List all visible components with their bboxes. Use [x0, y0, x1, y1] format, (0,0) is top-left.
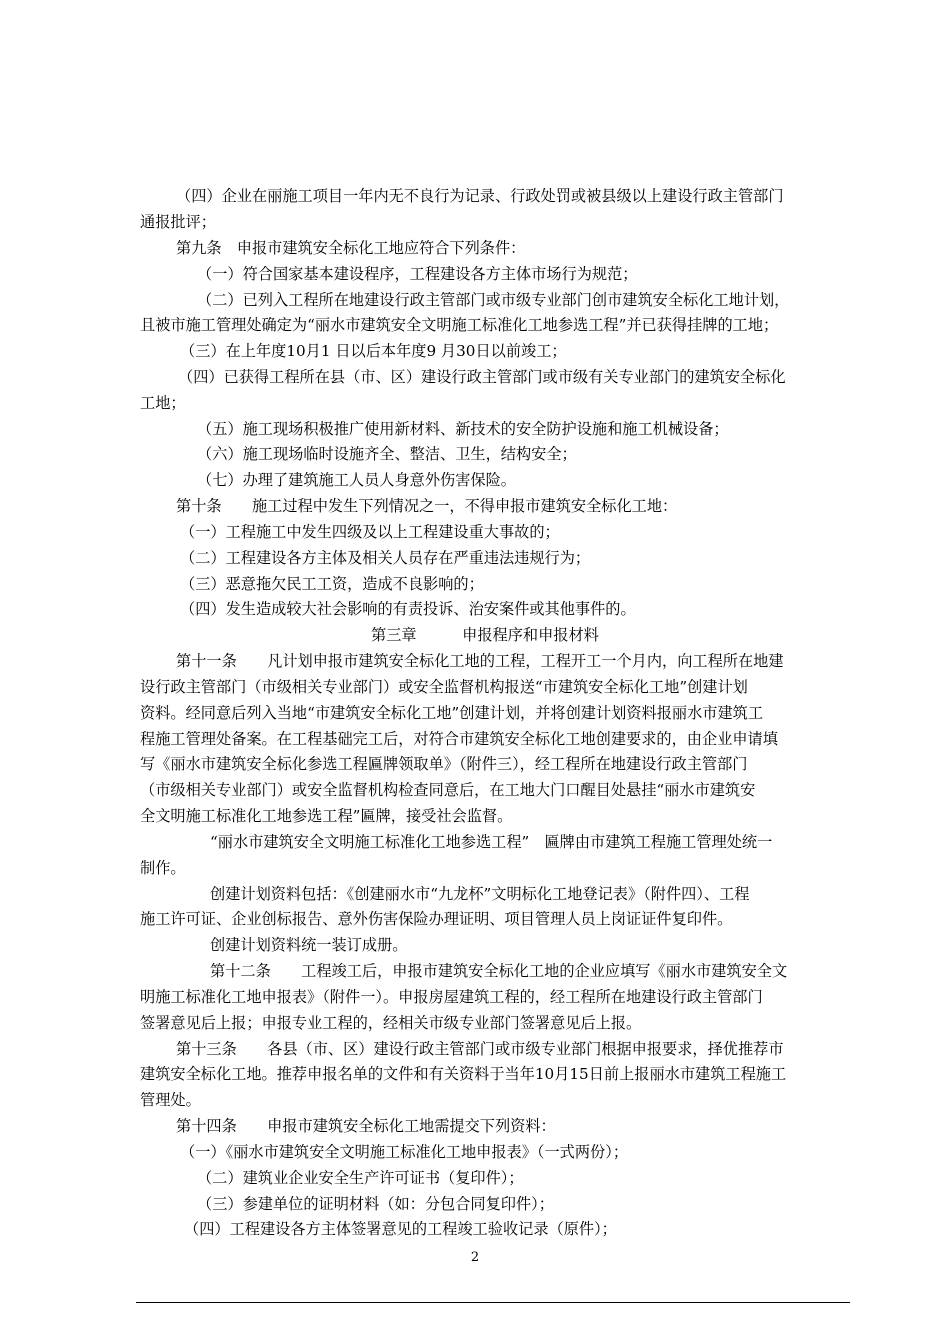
text-line: 管理处。	[140, 1091, 201, 1109]
text-line: （一）工程施工中发生四级及以上工程建设重大事故的；	[180, 523, 560, 541]
text-line: 创建计划资料统一装订成册。	[210, 936, 408, 954]
text-line: 全文明施工标准化工地参选工程”匾牌，接受社会监督。	[140, 807, 513, 825]
text-line: （三）恶意拖欠民工工资，造成不良影响的；	[180, 575, 484, 593]
footer-divider	[136, 1302, 850, 1303]
text-line: （五）施工现场积极推广使用新材料、新技术的安全防护设施和施工机械设备；	[197, 420, 729, 438]
chapter-heading: 第三章 申报程序和申报材料	[371, 626, 599, 644]
text-line: “丽水市建筑安全文明施工标准化工地参选工程” 匾牌由市建筑工程施工管理处统一	[210, 833, 773, 851]
text-line: 第十一条 凡计划申报市建筑安全标化工地的工程，工程开工一个月内，向工程所在地建	[176, 652, 784, 670]
text-line: 程施工管理处备案。在工程基础完工后，对符合市建筑安全标化工地创建要求的，由企业申请填	[140, 730, 778, 748]
text-line: 第十四条 申报市建筑安全标化工地需提交下列资料：	[176, 1117, 556, 1135]
text-line: 第十条 施工过程中发生下列情况之一，不得申报市建筑安全标化工地：	[176, 497, 678, 515]
text-line: 制作。	[140, 859, 186, 877]
text-line: （市级相关专业部门）或安全监督机构检查同意后，在工地大门口醒目处悬挂“丽水市建筑安	[140, 781, 756, 799]
text-line: 第九条 申报市建筑安全标化工地应符合下列条件：	[176, 239, 526, 257]
text-line: （一）《丽水市建筑安全文明施工标准化工地申报表》（一式两份）；	[180, 1143, 629, 1161]
text-line: 设行政主管部门（市级相关专业部门）或安全监督机构报送“市建筑安全标化工地”创建计划	[140, 678, 748, 696]
text-line: 第十三条 各县（市、区）建设行政主管部门或市级专业部门根据申报要求，择优推荐市	[176, 1040, 784, 1058]
text-line: 签署意见后上报；申报专业工程的，经相关市级专业部门签署意见后上报。	[140, 1014, 642, 1032]
text-line: （七）办理了建筑施工人员人身意外伤害保险。	[197, 471, 516, 489]
text-line: 建筑安全标化工地。推荐申报名单的文件和有关资料于当年10月15日前上报丽水市建筑工程施工	[140, 1065, 787, 1083]
text-line: 第十二条 工程竣工后，申报市建筑安全标化工地的企业应填写《丽水市建筑安全文	[210, 962, 788, 980]
text-line: （四）发生造成较大社会影响的有责投诉、治安案件或其他事件的。	[180, 600, 636, 618]
text-line: （四）企业在丽施工项目一年内无不良行为记录、行政处罚或被县级以上建设行政主管部门	[176, 187, 784, 205]
text-line: 明施工标准化工地申报表》（附件一）。申报房屋建筑工程的，经工程所在地建设行政主管部门	[140, 988, 763, 1006]
text-line: （四）工程建设各方主体签署意见的工程竣工验收记录（原件）；	[184, 1220, 617, 1238]
text-line: 工地；	[140, 394, 186, 412]
text-line: （四）已获得工程所在县（市、区）建设行政主管部门或市级有关专业部门的建筑安全标化	[178, 368, 786, 386]
text-line: （二）已列入工程所在地建设行政主管部门或市级专业部门创市建筑安全标化工地计划，	[197, 291, 790, 309]
text-line: （二）工程建设各方主体及相关人员存在严重违法违规行为；	[180, 549, 591, 567]
text-line: 且被市施工管理处确定为“丽水市建筑安全文明施工标准化工地参选工程”并已获得挂牌的工地；	[140, 316, 779, 334]
text-line: 创建计划资料包括：《创建丽水市“九龙杯”文明标化工地登记表》（附件四）、工程	[210, 885, 750, 903]
text-line: （三）参建单位的证明材料（如：分包合同复印件）；	[197, 1195, 554, 1213]
text-line: （一）符合国家基本建设程序，工程建设各方主体市场行为规范；	[197, 265, 638, 283]
text-line: 施工许可证、企业创标报告、意外伤害保险办理证明、项目管理人员上岗证证件复印件。	[140, 910, 733, 928]
page-number: 2	[470, 1250, 480, 1265]
text-line: 通报批评；	[140, 213, 216, 231]
text-line: （二）建筑业企业安全生产许可证书（复印件）；	[197, 1169, 524, 1187]
text-line: 资料。经同意后列入当地“市建筑安全标化工地”创建计划，并将创建计划资料报丽水市建筑工	[140, 704, 764, 722]
text-line: 写《丽水市建筑安全标化参选工程匾牌领取单》（附件三），经工程所在地建设行政主管部门	[140, 755, 748, 773]
text-line: （三）在上年度10月1 日以后本年度9 月30日以前竣工；	[180, 342, 567, 360]
text-line: （六）施工现场临时设施齐全、整洁、卫生，结构安全；	[197, 445, 577, 463]
